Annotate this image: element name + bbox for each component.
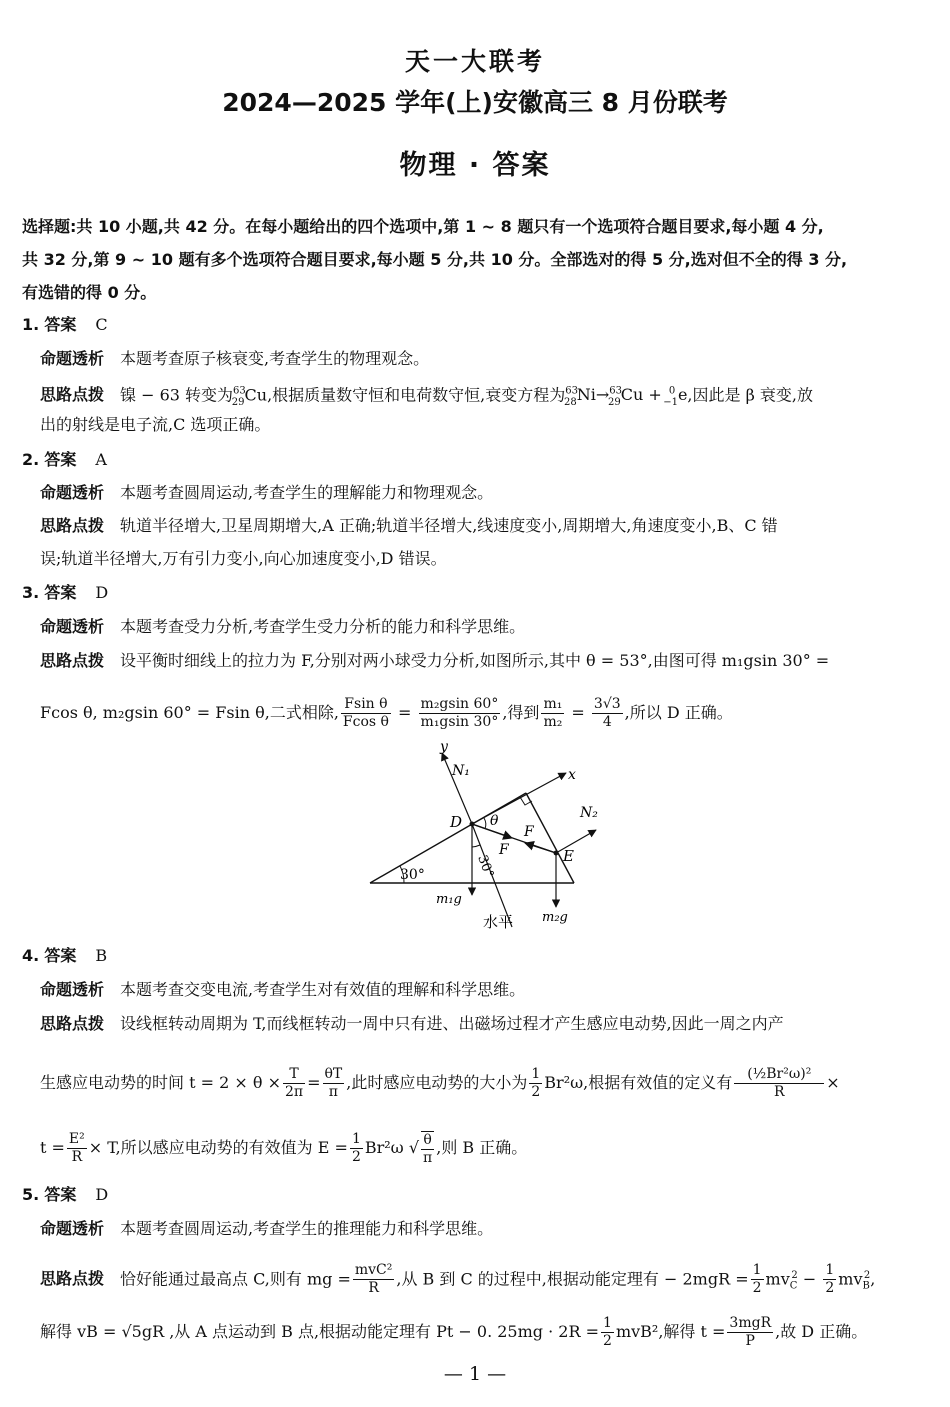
q4-text-e: × [826, 1073, 840, 1092]
q4-text-f: t = [40, 1138, 65, 1157]
q3-hint-line-2: Fcos θ, m₂gsin 60° = Fsin θ,二式相除, $\frac{\text{Fsin θ}}{\text{Fcos θ}}$ = $\frac{\text{m₂gsin 60°}}{\text{m₁gsin 30°}}$ ,得到 $\frac{\text{m₁}}{\text{m₂}}$ = $\frac{3√3}{4}$ ,所以 D 正确。 [40, 696, 733, 730]
q3-analysis-label: 命题透析 [40, 617, 105, 636]
q3-hint-text-b: ,得到 [502, 703, 540, 722]
q4-hint-text: 设线框转动周期为 T,而线框转动一周中只有进、出磁场过程才产生感应电动势,因此一周之内产 [120, 1014, 784, 1033]
ball-e [554, 851, 559, 856]
q3-hint-text-c: ,所以 D 正确。 [624, 703, 733, 722]
q1-number: 1. [22, 315, 40, 334]
q1-hint-line-2: 出的射线是电子流,C 选项正确。 [40, 415, 271, 434]
q5-answer-value: D [95, 1185, 109, 1204]
q2-analysis-text: 本题考查圆周运动,考查学生的理解能力和物理观念。 [120, 483, 494, 502]
q4-analysis-text: 本题考查交变电流,考查学生对有效值的理解和科学思维。 [120, 980, 526, 999]
q2-number: 2. [22, 450, 40, 469]
q2-answer-label: 答案 [44, 450, 77, 469]
label-y: y [440, 739, 448, 755]
q3-answer-label: 答案 [44, 583, 77, 602]
q3-hint-text: 设平衡时细线上的拉力为 F,分别对两小球受力分析,如图所示,其中 θ = 53°,由图可得 m₁gsin 30° = [120, 651, 830, 670]
q4-text-d: Br²ω,根据有效值的定义有 [544, 1073, 733, 1092]
fraction-e2-over-r: $\frac{\text{E²}}{R}$ [68, 1131, 85, 1165]
ball-d [470, 822, 475, 827]
fraction-half-a: $\frac{1}{2}$ [752, 1262, 762, 1297]
q2-hint-line-1 [40, 515, 778, 537]
label-f-lower: F [499, 842, 509, 858]
label-horizontal: 水平 [483, 913, 514, 931]
fraction-half-b: $\frac{1}{2}$ [825, 1262, 835, 1297]
q5-text-c: mv [765, 1269, 790, 1289]
subject-title: 物理 · 答案 [399, 150, 551, 181]
q5-text-f: 解得 vB = √5gR ,从 A 点运动到 B 点,根据动能定理有 Pt − 0. 25mg · 2R = [40, 1322, 600, 1341]
q5-hint-line-1: 思路点拨 恰好能通过最高点 C,则有 mg = $\frac{\text{mvC²}}{R}$ ,从 B 到 C 的过程中,根据动能定理有 − 2mgR = $\frac{1}{2}$ $mv_C^2$ − $\frac{1}{2}$ $mv_B^2$, [40, 1262, 876, 1297]
fraction-m1-over-m2: $\frac{\text{m₁}}{\text{m₂}}$ [543, 696, 563, 730]
exam-union-title: 天一大联考 [404, 47, 545, 76]
q4-answer-line [22, 945, 107, 967]
q4-analysis-label: 命题透析 [40, 980, 105, 999]
q4-hint-line-3 [40, 1128, 527, 1168]
q5-analysis-label: 命题透析 [40, 1219, 105, 1238]
q1-hint-text-b: Cu,根据质量数守恒和电荷数守恒,衰变方程为 [244, 385, 566, 405]
q5-text-a: 恰好能通过最高点 C,则有 mg = [120, 1269, 351, 1289]
exam-title: 2024—2025 学年(上)安徽高三 8 月份联考 [222, 88, 728, 117]
q5-hint-line-2 [40, 1312, 867, 1352]
q1-hint-line-1 [40, 381, 813, 414]
q4-text-i: ,则 B 正确。 [436, 1138, 528, 1157]
q2-hint-label: 思路点拨 [40, 516, 105, 535]
angle-arc-theta [484, 818, 486, 829]
label-30-base: 30° [400, 867, 425, 883]
q5-number: 5. [22, 1185, 40, 1204]
q4-text-b: = [307, 1073, 321, 1092]
label-d: D [450, 813, 463, 831]
q5-text-g: mvB²,解得 t = [615, 1322, 726, 1341]
label-n1: N₁ [452, 763, 470, 779]
decay-equation: $^{63}_{28}$Ni→$^{63}_{29}$Cu + $^0_{-1}$e [563, 385, 688, 408]
q5-text-h: ,故 D 正确。 [775, 1322, 868, 1341]
q2-analysis-label: 命题透析 [40, 483, 105, 502]
q5-answer-line [22, 1184, 108, 1206]
q3-number: 3. [22, 583, 40, 602]
q5-analysis [40, 1218, 493, 1240]
label-m1g: m₁g [436, 892, 462, 907]
fraction-f-sin-over-f-cos: $\frac{\text{Fsin θ}}{\text{Fcos θ}}$ [342, 696, 389, 730]
fraction-theta-t-over-pi: $\frac{\theta T}{\pi}$ [324, 1066, 343, 1100]
q2-hint-text: 轨道半径增大,卫星周期增大,A 正确;轨道半径增大,线速度变小,周期增大,角速度变小,B、C 错 [120, 516, 778, 535]
label-n2: N₂ [580, 805, 598, 821]
intro-line-1: 选择题:共 10 小题,共 42 分。在每小题给出的四个选项中,第 1 ~ 8 题只有一个选项符合题目要求,每小题 4 分, [22, 217, 824, 236]
q4-hint-label: 思路点拨 [40, 1014, 105, 1033]
q3-answer-line [22, 582, 108, 604]
q1-hint-text-c: ,因此是 β 衰变,放 [687, 385, 814, 405]
q1-analysis [40, 348, 429, 370]
q3-analysis-text: 本题考查受力分析,考查学生受力分析的能力和科学思维。 [120, 617, 526, 636]
q2-analysis [40, 482, 493, 504]
label-m2g: m₂g [542, 910, 568, 925]
force-diagram [360, 735, 600, 935]
angle-arc-30-d [472, 845, 480, 847]
sqrt-theta-over-pi: √ $\frac{\theta}{\pi}$ [408, 1131, 433, 1166]
q1-hint-label: 思路点拨 [40, 385, 105, 405]
incline-left-side [370, 793, 526, 883]
q5-text-e: mv [838, 1269, 863, 1289]
fraction-one-half: $\frac{1}{2}$ [531, 1066, 541, 1100]
intro-line-3: 有选错的得 0 分。 [22, 283, 157, 302]
q1-answer-value: C [95, 315, 108, 334]
fraction-3mgr-over-p: $\frac{\text{3mgR}}{P}$ [729, 1315, 772, 1349]
label-e: E [563, 847, 574, 865]
q4-number: 4. [22, 946, 40, 965]
q4-text-c: ,此时感应电动势的大小为 [346, 1073, 528, 1092]
q3-hint-label: 思路点拨 [40, 651, 105, 670]
q4-hint-line-1 [40, 1013, 784, 1035]
q2-answer-line [22, 449, 107, 471]
normal-force-n2 [556, 830, 596, 853]
q4-analysis [40, 979, 525, 1001]
fraction-mvc2-over-r: $\frac{\text{mvC²}}{R}$ [354, 1262, 393, 1297]
label-x: x [568, 767, 576, 783]
intro-line-2: 共 32 分,第 9 ~ 10 题有多个选项符合题目要求,每小题 5 分,共 10 分。全部选对的得 5 分,选对但不全的得 3 分, [22, 250, 848, 269]
cu-isotope: $^{63}_{29}$ [231, 386, 246, 408]
q4-text-g: × T,所以感应电动势的有效值为 E = [88, 1138, 348, 1157]
q5-answer-label: 答案 [44, 1185, 77, 1204]
page-number: — 1 — [443, 1363, 507, 1385]
fraction-emf-squared-over-r: $\frac{\text{(½Br²ω)²}}{R}$ [734, 1066, 824, 1101]
label-theta: θ [490, 813, 499, 829]
x-axis [472, 773, 566, 824]
q1-analysis-text: 本题考查原子核衰变,考查学生的物理观念。 [120, 349, 430, 368]
q5-hint-label: 思路点拨 [40, 1269, 105, 1289]
q4-answer-label: 答案 [44, 946, 77, 965]
q4-answer-value: B [95, 946, 108, 965]
q4-hint-line-2 [40, 1063, 840, 1103]
label-30-d: 30° [474, 853, 497, 881]
q1-answer-line [22, 314, 108, 336]
fraction-mass-ratio-sin: $\frac{\text{m₂gsin 60°}}{\text{m₁gsin 30°}}$ [420, 696, 499, 730]
q5-text-b: ,从 B 到 C 的过程中,根据动能定理有 − 2mgR = [396, 1269, 749, 1289]
q1-answer-label: 答案 [44, 315, 77, 334]
label-f-upper: F [524, 824, 534, 840]
q3-answer-value: D [95, 583, 109, 602]
q1-analysis-label: 命题透析 [40, 349, 105, 368]
q5-text-d: − [802, 1269, 817, 1289]
q4-text-h: Br²ω [364, 1138, 404, 1157]
q3-hint-text-a: Fcos θ, m₂gsin 60° = Fsin θ,二式相除, [40, 703, 339, 722]
q1-hint-text-a: 镍 − 63 转变为 [120, 385, 234, 405]
q2-answer-value: A [95, 450, 107, 469]
q4-text-a: 生感应电动势的时间 t = 2 × θ × [40, 1073, 281, 1092]
q3-analysis [40, 616, 525, 638]
q5-analysis-text: 本题考查圆周运动,考查学生的推理能力和科学思维。 [120, 1219, 494, 1238]
q3-hint-line-1 [40, 650, 829, 672]
fraction-t-over-2pi: $\frac{T}{2\pi}$ [284, 1066, 304, 1100]
q2-hint-line-2: 误;轨道半径增大,万有引力变小,向心加速度变小,D 错误。 [40, 549, 447, 568]
force-f-at-e [525, 843, 556, 853]
fraction-half-c: $\frac{1}{2}$ [603, 1315, 612, 1349]
fraction-result: $\frac{3√3}{4}$ [593, 696, 621, 730]
fraction-one-half-2: $\frac{1}{2}$ [351, 1131, 361, 1165]
